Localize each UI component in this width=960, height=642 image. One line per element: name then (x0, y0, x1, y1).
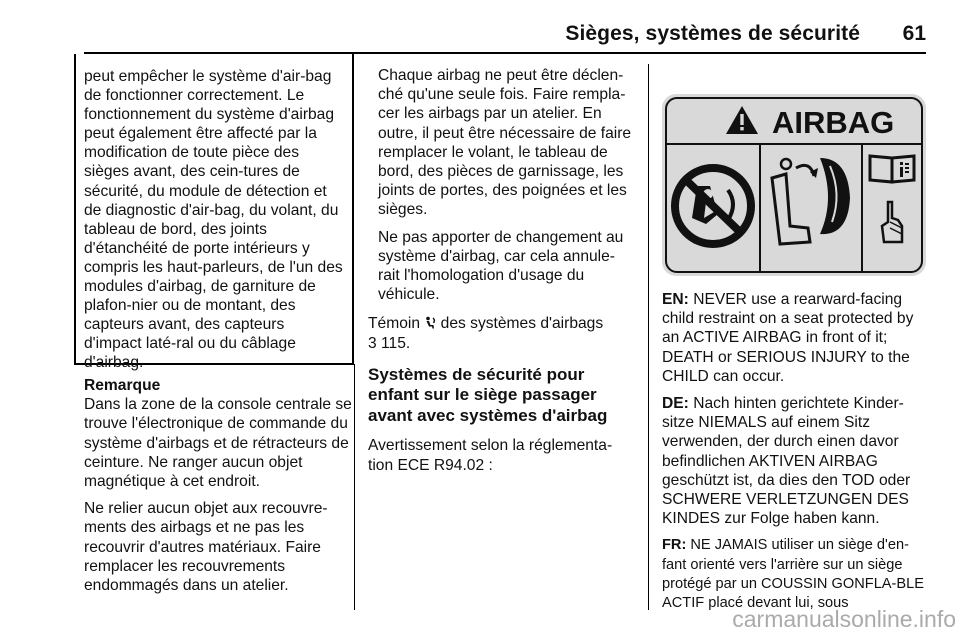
right-column (662, 290, 928, 613)
temoin-paragraph (368, 314, 634, 352)
ece-warning-intro: Avertissement selon la réglementa-tion ECE R94.02 : (368, 437, 613, 474)
lang-code-en: EN: (662, 291, 689, 308)
warning-de-text: Nach hinten gerichtete Kinder-sitze NIEMALS auf einem Sitz verwenden, der durch einen davor befindlichen AKTIVEN AIRBAG geschützt ist, da dies den TOD oder SCHWERE VERLETZUNGEN DES KINDES zur Folge haben kann. (662, 395, 911, 528)
section-heading: Systèmes de sécurité pour enfant sur le siège passager avant avec systèmes d'airbag (368, 364, 608, 425)
page-number: 61 (902, 22, 926, 45)
middle-column (368, 66, 634, 475)
column-divider-1 (354, 364, 355, 610)
page-header-title: Sièges, systèmes de sécurité (565, 22, 860, 45)
warning-text: peut empêcher le système d'air-bag de fonctionner correctement. Le fonctionnement du système d'airbag peut également être affecté par la modification de toute pièce des sièges avant, des cein-tures de sécurité, du module de détection et de diagnostic d'air-bag, du volant, du tableau de bord, des joints d'étanchéité de porte intérieurs y compris les haut-parleurs, de l'un des modules d'airbag, de garniture de plafon-nier ou de montant, des capteurs avant, des capteurs d'impact laté-ral ou du câblage d'airbag. (84, 68, 343, 372)
warning-de (662, 394, 928, 528)
page-reference-link[interactable]: 3 115. (368, 334, 411, 352)
warning-en (662, 290, 928, 386)
temoin-label: Témoin (368, 315, 425, 333)
airbag-replacement-paragraph: Chaque airbag ne peut être déclen-ché qu'une seule fois. Faire rempla-cer les airbags par un atelier. En outre, il peut être nécessaire de faire remplacer le volant, le tableau de bord, des pièces de garnissage, les joints de portes, des poignées et les sièges. (378, 67, 632, 219)
temoin-text: des systèmes d'airbags (436, 315, 604, 333)
no-modification-paragraph: Ne pas apporter de changement au système d'airbag, car cela annule-rait l'homologation d'usage du véhicule. (378, 228, 624, 304)
note-section (84, 376, 352, 595)
lang-code-fr: FR: (662, 537, 687, 554)
note-paragraph-1: Dans la zone de la console centrale se trouve l'électronique de commande du système d'airbags et de rétracteurs de ceinture. Ne ranger aucun objet magnétique à cet endroit. (84, 396, 352, 491)
lang-code-de: DE: (662, 395, 689, 413)
airbag-indicator-icon (424, 315, 436, 332)
airbag-label-title: AIRBAG (772, 105, 895, 140)
note-title: Remarque (84, 377, 161, 394)
note-paragraph-2: Ne relier aucun objet aux recouvre-ments des airbags et ne pas les recouvrir d'autres matériaux. Faire remplacer les recouvrements endommagés dans un atelier. (84, 500, 328, 595)
warning-box (74, 54, 354, 372)
warning-fr (662, 536, 928, 613)
warning-fr-text: NE JAMAIS utiliser un siège d'en-fant orienté vers l'arrière sur un siège protégé par un COUSSIN GONFLA-BLE ACTIF placé devant lui, sous (662, 537, 924, 612)
warning-en-text: NEVER use a rearward-facing child restraint on a seat protected by an ACTIVE AIRBAG in front of it; DEATH or SERIOUS INJURY to the CHILD can occur. (662, 291, 914, 385)
watermark: carmanualsonline.info (732, 606, 956, 632)
column-divider-2 (648, 64, 649, 610)
airbag-warning-label (662, 94, 926, 276)
